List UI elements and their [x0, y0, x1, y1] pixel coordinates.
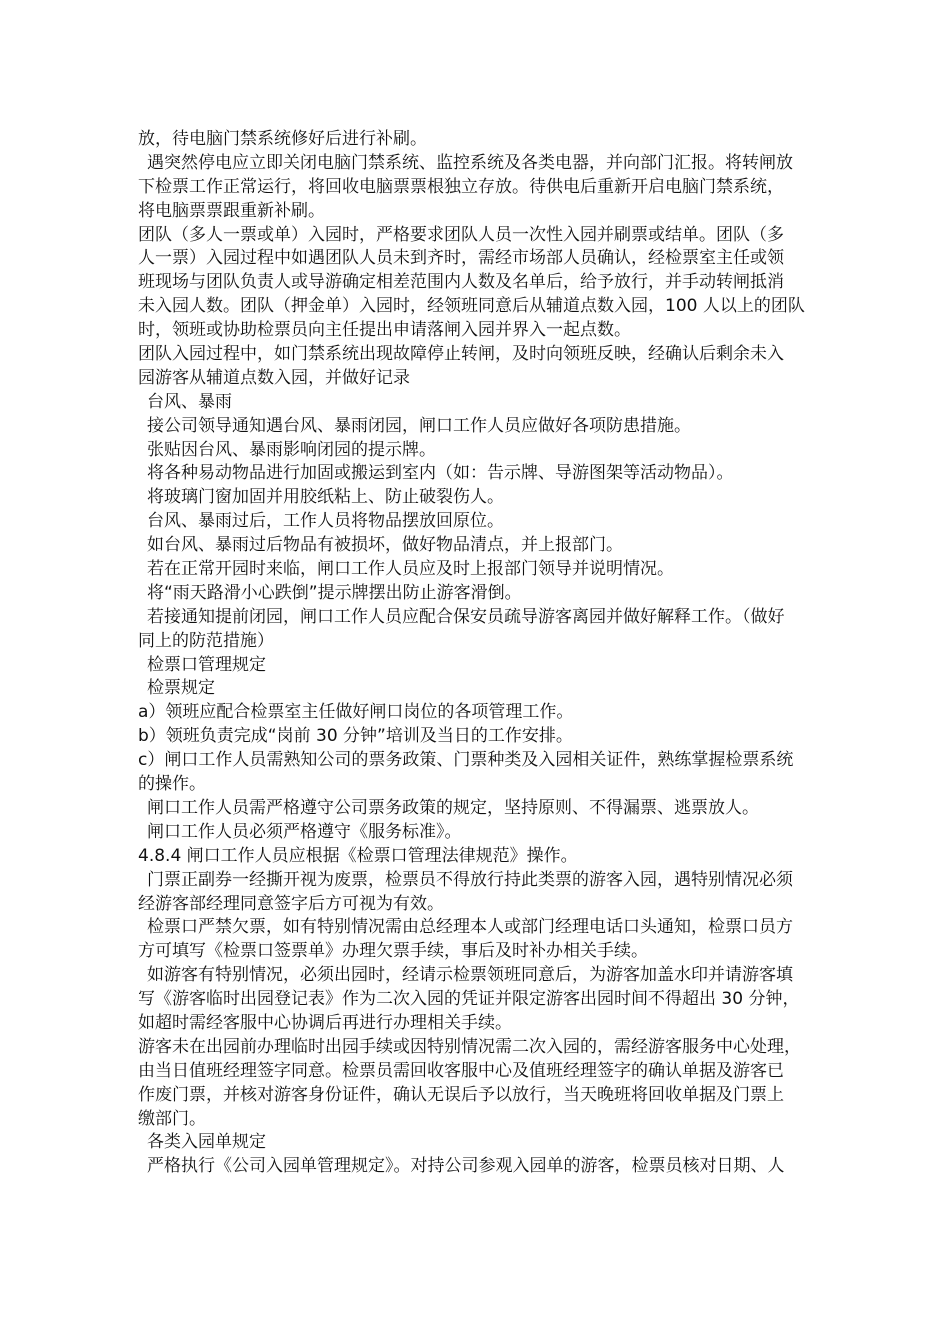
text-line: a）领班应配合检票室主任做好闸口岗位的各项管理工作。 [138, 702, 574, 723]
text-line: 的操作。 [138, 774, 206, 795]
document-body [138, 128, 888, 1179]
text-line: 门票正副券一经撕开视为废票，检票员不得放行持此类票的游客入园，遇特别情况必须 [147, 869, 793, 890]
text-line: 缴部门。 [138, 1108, 206, 1129]
text-line: 写《游客临时出园登记表》作为二次入园的凭证并限定游客出园时间不得超出 30 分钟， [138, 989, 800, 1010]
text-line: 检票口严禁欠票，如有特别情况需由总经理本人或部门经理电话口头通知，检票口员方 [147, 917, 793, 938]
text-line: 如游客有特别情况，必须出园时，经请示检票领班同意后，为游客加盖水印并请游客填 [147, 965, 793, 986]
text-line: 台风、暴雨过后，工作人员将物品摆放回原位。 [147, 511, 504, 532]
text-line: 如台风、暴雨过后物品有被损坏，做好物品清点，并上报部门。 [147, 535, 623, 556]
text-line: 严格执行《公司入园单管理规定》。对持公司参观入园单的游客，检票员核对日期、人 [147, 1156, 785, 1177]
text-line: 时，领班或协助检票员向主任提出申请落闸入园并界入一起点数。 [138, 320, 631, 341]
text-line: b）领班负责完成“岗前 30 分钟”培训及当日的工作安排。 [138, 726, 573, 747]
text-line: 放，待电脑门禁系统修好后进行补刷。 [138, 129, 427, 149]
text-line: 游客未在出园前办理临时出园手续或因特别情况需二次入园的，需经游客服务中心处理， [138, 1036, 801, 1057]
text-line: 闸口工作人员需严格遵守公司票务政策的规定，坚持原则、不得漏票、逃票放人。 [147, 797, 759, 818]
text-line: 作废门票，并核对游客身份证件，确认无误后予以放行，当天晚班将回收单据及门票上 [138, 1084, 784, 1105]
text-line: 若接通知提前闭园，闸口工作人员应配合保安员疏导游客离园并做好解释工作。（做好 [147, 606, 785, 627]
text-line: 将电脑票票跟重新补刷。 [138, 200, 325, 221]
text-line: c）闸口工作人员需熟知公司的票务政策、门票种类及入园相关证件，熟练掌握检票系统 [138, 750, 794, 771]
text-line: 下检票工作正常运行，将回收电脑票票根独立存放。待供电后重新开启电脑门禁系统， [138, 176, 784, 197]
text-line: 同上的防范措施） [138, 630, 274, 651]
text-line: 4.8.4 闸口工作人员应根据《检票口管理法律规范》操作。 [138, 845, 578, 866]
text-line: 检票口管理规定 [147, 654, 266, 675]
text-line: 检票规定 [147, 678, 215, 699]
text-line: 台风、暴雨 [147, 391, 232, 412]
text-line: 将“雨天路滑小心跌倒”提示牌摆出防止游客滑倒。 [147, 582, 522, 603]
text-line: 人一票）入园过程中如遇团队人员未到齐时，需经市场部人员确认，经检票室主任或领 [138, 248, 784, 269]
text-line: 未入园人数。团队（押金单）入园时，经领班同意后从辅道点数入园，100 人以上的团队 [138, 296, 805, 317]
text-line: 闸口工作人员必须严格遵守《服务标准》。 [147, 821, 462, 842]
text-line: 将各种易动物品进行加固或搬运到室内（如：告示牌、导游图架等活动物品）。 [147, 463, 734, 484]
text-line: 方可填写《检票口签票单》办理欠票手续，事后及时补办相关手续。 [138, 941, 648, 962]
text-line: 团队入园过程中，如门禁系统出现故障停止转闸，及时向领班反映，经确认后剩余未入 [138, 344, 784, 365]
text-line: 如超时需经客服中心协调后再进行办理相关手续。 [138, 1012, 512, 1033]
text-line: 班现场与团队负责人或导游确定相差范围内人数及名单后，给予放行，并手动转闸抵消 [138, 272, 784, 293]
text-line: 张贴因台风、暴雨影响闭园的提示牌。 [147, 439, 436, 460]
text-line: 由当日值班经理签字同意。检票员需回收客服中心及值班经理签字的确认单据及游客已 [138, 1060, 784, 1081]
text-line: 遇突然停电应立即关闭电脑门禁系统、监控系统及各类电器，并向部门汇报。将转闸放 [147, 152, 793, 173]
text-line: 若在正常开园时来临，闸口工作人员应及时上报部门领导并说明情况。 [147, 559, 674, 580]
text-line: 各类入园单规定 [147, 1132, 266, 1153]
text-line: 将玻璃门窗加固并用胶纸粘上、防止破裂伤人。 [147, 487, 504, 508]
text-line: 园游客从辅道点数入园，并做好记录 [138, 367, 410, 388]
text-line: 接公司领导通知遇台风、暴雨闭园，闸口工作人员应做好各项防患措施。 [147, 415, 691, 436]
text-line: 团队（多人一票或单）入园时，严格要求团队人员一次性入园并刷票或结单。团队（多 [138, 224, 784, 245]
text-line: 经游客部经理同意签字后方可视为有效。 [138, 893, 444, 914]
